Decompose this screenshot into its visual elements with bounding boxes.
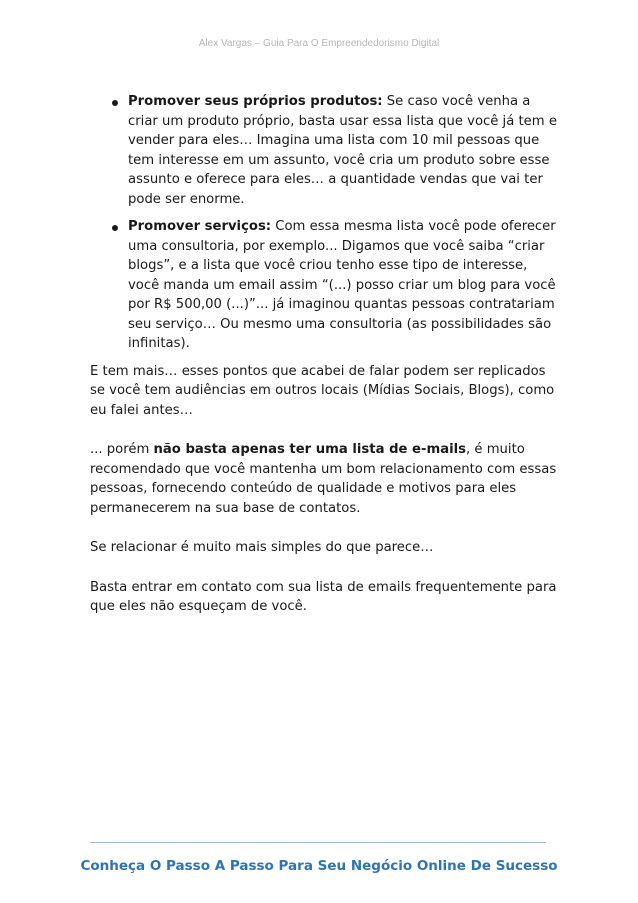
paragraph-contact: Basta entrar em contato com sua lista de emails frequentemente para que eles não esqueçam de você. — [90, 579, 557, 614]
paragraph-text: , é muito recomendado que você mantenha um bom relacionamento com essas pessoas, fornecendo conteúdo de qualidade e motivos para eles permanecerem na sua base de contatos. — [90, 442, 557, 516]
bullet-dot-icon — [112, 225, 118, 231]
paragraph-relationship — [90, 440, 560, 518]
paragraph-emphasis: não basta apenas ter uma lista de e-mails — [153, 442, 467, 457]
bullet-text: Se caso você venha a criar um produto próprio, basta usar essa lista que você já tem e vender para eles… Imagina uma lista com 10 mil pessoas que tem interesse em um assunto, você cria um produto sobre esse assunto e oferece para eles… a quantidade vendas que vai ter pode ser enorme. — [128, 94, 557, 207]
page-header: Alex Vargas – Guia Para O Empreendedorismo Digital — [198, 38, 440, 49]
bullet-title: Promover serviços: — [128, 219, 272, 234]
footer-divider — [90, 842, 546, 843]
footer-title: Conheça O Passo A Passo Para Seu Negócio Online De Sucesso — [80, 858, 558, 874]
paragraph-simple: Se relacionar é muito mais simples do que parece… — [90, 540, 434, 555]
bullet-item-services — [90, 217, 560, 354]
bullet-title: Promover seus próprios produtos: — [128, 94, 383, 109]
bullet-list — [90, 92, 560, 354]
bullet-dot-icon — [112, 100, 118, 106]
paragraph-more: E tem mais… esses pontos que acabei de falar podem ser replicados se você tem audiências em outros locais (Mídias Sociais, Blogs), como eu falei antes… — [90, 363, 555, 418]
document-body — [90, 92, 560, 637]
bullet-text: Com essa mesma lista você pode oferecer uma consultoria, por exemplo... Digamos que você saiba “criar blogs”, e a lista que você criou tenho esse tipo de interesse, você manda um email assim “(...) posso criar um blog para você por R$ 500,00 (...)”... já imaginou quantas pessoas contratariam seu serviço… Ou mesmo uma consultoria (as possibilidades são infinitas). — [128, 219, 556, 351]
paragraph-text: ... porém — [90, 442, 154, 457]
bullet-item-products — [90, 92, 560, 209]
